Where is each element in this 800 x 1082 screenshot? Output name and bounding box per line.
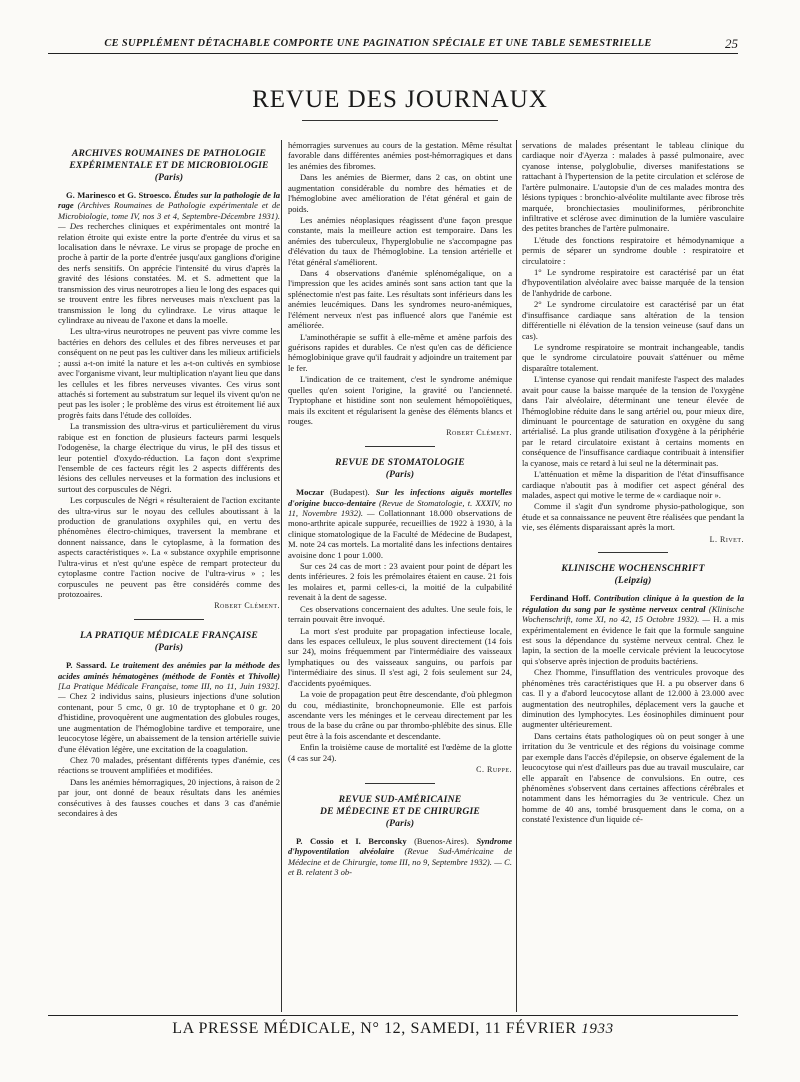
article-text: Chez 2 individus sains, plusieurs injections d'une solution contenant, pour 5 cmc, 0 gr. 10 de tryptophane et 0 gr. 20 d'histidine, provoquèrent une augmentation des globules rouges, une augmentation de l'hémoglobine tardive et temporaire, une leucocytose légère, un abaissement de la tension artérielle suivie d'une élévation légère, une excitation de la coagulation.	[58, 691, 280, 754]
paragraph: Les anémies néoplasiques réagissent d'une façon presque constante, mais la meilleure action est temporaire. Dans les anémies des tuberculeux, l'hyperglobulie ne s'accompagne pas d'élévation du taux de l'hémoglobine. La tension artérielle et l'état général s'améliorent.	[288, 214, 512, 267]
section-heading	[58, 630, 280, 654]
journal-footer	[48, 1015, 738, 1038]
paragraph: L'aminothérapie se suffit à elle-même et amène parfois des guérisons rapides et durables. Ce n'est qu'en cas de déficience hémoglobinique grave qu'il faudrait y adjoindre un traitement par le fer.	[288, 331, 512, 373]
section-rule	[598, 552, 668, 553]
section-rule	[134, 619, 204, 620]
running-head	[48, 38, 738, 54]
page-number: 25	[725, 36, 738, 51]
paragraph: La transmission des ultra-virus et particulièrement du virus rabique est en fonction de plusieurs facteurs parmi lesquels l'odogenèse, la charge électrique du virus, le pH des tissus et leur potentiel d'oxydo-réduction. La façon dont s'exprime l'ensemble de ces facteurs régit les 2 aspects différents des lésions des cellules nerveuses et la formation des inclusions et surtout des corpuscules de Négri.	[58, 421, 280, 494]
signature: L. Rivet.	[709, 534, 744, 544]
section-title: REVUE SUD-AMÉRICAINE	[338, 793, 462, 805]
article-text: recherches cliniques et expérimentales ont montré la relation étroite qui existe entre la porte d'entrée du virus et sa localisation dans le névraxe. Le virus se propage de proche en proche à partir de la porte d'entrée jusqu'aux ganglions d'origine des nerfs sensitifs. On apprécie l'intensité du virus d'après la gravité des lésions constatées. M. et S. admettent que la transmission des virus neurotropes a lieu le long des espaces qui se trouvent entre les fibres nerveuses mais n'excluent pas la transmission le long du cylindraxe. Le virus attaque le cylindraxe au niveau de l'axone et dans la moelle.	[58, 221, 280, 326]
footer-journal: LA PRESSE MÉDICALE, N° 12, SAMEDI, 11 FÉVRIER	[172, 1020, 577, 1037]
page-title: REVUE DES JOURNAUX	[252, 86, 548, 113]
article-title: Le traitement des anémies par la méthode des acides aminés hématogènes (méthode de Fontès et Thivolle)	[58, 660, 280, 681]
section-title: LA PRATIQUE MÉDICALE FRANÇAISE	[80, 630, 258, 642]
article-source: (Archives Roumaines de Pathologie expérimentale et de Microbiologie, tome IV, nos 3 et 4, Septembre-Décembre 1931). — Des	[58, 200, 281, 232]
paragraph: Dans certains états pathologiques où on peut songer à une irritation du 3e ventricule et des régions du voisinage comme par exemple dans l'accès d'épilepsie, on observe également de la leucocytose qui n'est d'ailleurs pas due au travail musculaire, car elle apparaît en l'absence de convulsions. En outre, ces phénomènes s'observent dans certaines affections cérébrales et notamment dans les hémorragies du 3e ventricule. Chez un homme de 40 ans, tombé brusquement dans le coma, on a constaté l'existence d'un liquide cé-	[522, 730, 744, 825]
column-left	[58, 140, 280, 819]
article-title: Contribution clinique à la question de la régulation du sang par le système nerveux central	[522, 593, 744, 614]
paragraph: L'atténuation et même la disparition de l'état d'insuffisance cardiaque n'aboutit pas à modifier cet aspect général des malades, aspect qui motive le terme de « cardiaque noir ».	[522, 469, 744, 500]
paragraph: hémorragies survenues au cours de la gestation. Même résultat favorable dans différentes anémies post-hémorragiques et dans les anémies des fibromes.	[288, 140, 512, 171]
title-rule	[302, 120, 498, 121]
section-title: KLINISCHE WOCHENSCHRIFT	[561, 563, 705, 575]
section-heading	[288, 794, 512, 830]
article-header	[522, 593, 744, 666]
paragraph: L'intense cyanose qui rendait manifeste l'aspect des malades avait pour cause la baisse marquée de la tension de l'oxygène dans l'air alvéolaire, déterminant une teneur élevée de l'hémoglobine réduite dans le sang artériel ou, pour mieux dire, diminuant le pourcentage de saturation en oxygène du sang artérialisé. La plus grande utilisation d'oxygène à la périphérie par le retard circulatoire existant à certains moments en conséquence de l'insuffisance cardiaque contribuait à intensifier la cyanose, mais ce retard à lui seul ne la déterminait pas.	[522, 374, 744, 468]
section-city: (Leipzig)	[614, 575, 652, 587]
article-place: (Budapest).	[330, 487, 370, 498]
paragraph: Chez 70 malades, présentant différents types d'anémie, ces réactions se trouvent amplifiées et modifiées.	[58, 754, 280, 776]
article-source: [La Pratique Médicale Française, tome III, no 11, Juin 1932]. —	[58, 680, 280, 702]
article-authors: Ferdinand Hoff.	[530, 593, 591, 604]
article-title: Syndrome d'hypoventilation alvéolaire	[288, 835, 512, 857]
column-separator	[516, 140, 517, 1012]
section-city: (Paris)	[385, 817, 415, 829]
column-right	[522, 140, 744, 826]
signature: C. Ruppe.	[476, 765, 512, 775]
section-rule	[365, 446, 435, 447]
paragraph: L'étude des fonctions respiratoire et hémodynamique a permis de séparer un syndrome double : respiratoire et circulatoire :	[522, 234, 744, 266]
section-rule	[365, 783, 435, 784]
paragraph: Chez l'homme, l'insufflation des ventricules provoque des phénomènes très caractéristiques que H. a pu observer dans 6 cas. Il y a d'abord leucocytose allant de 12.000 à 23.000 avec augmentation des neutrophiles, déplacement vers la gauche et diminution des lymphocytes. Les éosinophiles diminuent pour augmenter ultérieurement.	[522, 667, 744, 730]
article-header	[58, 660, 280, 754]
article-authors: P. Cossio et I. Berconsky	[296, 835, 407, 846]
column-separator	[281, 140, 282, 1012]
paragraph: Dans les anémies de Biermer, dans 2 cas, on obtint une augmentation considérable du nombre des hématies et de l'hémoglobine avec amélioration de l'état général et gain de poids.	[288, 172, 512, 214]
paragraph: Le syndrome respiratoire se montrait inchangeable, tandis que le syndrome circulatoire pouvait s'atténuer ou même disparaître totalement.	[522, 342, 744, 373]
article-authors: Moczar	[296, 487, 324, 498]
article-source: (Klinische Wochenschrift, tome XI, no 42, 15 Octobre 1932). —	[522, 603, 744, 625]
article-title: Études sur la pathologie de la rage	[58, 189, 280, 211]
article-authors: P. Sassard.	[66, 660, 107, 671]
paragraph: Enfin la troisième cause de mortalité est l'œdème de la glotte (4 cas sur 24).	[288, 742, 512, 763]
section-title: REVUE DE STOMATOLOGIE	[335, 457, 465, 469]
article-source: (Revue de Stomatologie, t. XXXIV, no 11, Novembre 1932). —	[288, 497, 512, 518]
paragraph: La mort s'est produite par propagation infectieuse locale, dans les espaces celluleux, le plus souvent directement (14 fois sur 24), moins fréquemment par l'intermédiaire des vaisseaux lymphatiques ou des vaisseaux sanguins, ou parfois par l'intermédiaire des sinus. Il s'est agi, 2 fois seulement sur 24, d'accidents pyoémiques.	[288, 625, 512, 688]
section-city: (Paris)	[385, 469, 415, 481]
paragraph: servations de malades présentant le tableau clinique du cardiaque noir d'Ayerza : malades à passé pulmonaire, avec cyanose intense, polyglobulie, diverses manifestations se rattachant à l'hypertension de la petite circulation et sclérose de l'artère pulmonaire. L'autopsie d'un de ces malades montra des lésions typiques : bronchio-alvéolite multilante avec fibrose très marquée, bronchiectasies mouliniformes, péribronchite infiltrative et sclérose avec diminution de la lumière vasculaire des petites branches de l'artère pulmonaire.	[522, 140, 744, 234]
paragraph: Dans les anémies hémorragiques, 20 injections, à raison de 2 par jour, ont donné de beaux résultats dans les anémies consécutives à des fausses couches et dans 3 cas d'anémie secondaires à des	[58, 776, 280, 819]
article-authors: G. Marinesco et G. Stroesco.	[66, 189, 172, 200]
supplement-notice: CE SUPPLÉMENT DÉTACHABLE COMPORTE UNE PAGINATION SPÉCIALE ET UNE TABLE SEMESTRIELLE	[104, 38, 652, 49]
signature: Robert Clément.	[214, 601, 280, 611]
article-header	[58, 190, 280, 325]
paragraph: L'indication de ce traitement, c'est le syndrome anémique quelles qu'en soient l'origine, la gravité ou l'ancienneté. Tryptophane et histidine sont non seulement hémopoïétiques, mais ils excitent et régularisent la genèse des éléments blancs et rouges.	[288, 374, 512, 426]
section-heading	[58, 148, 280, 184]
paragraph: La voie de propagation peut être descendante, d'où phlegmon du cou, médiastinite, bronchopneumonie. Elle est parfois ascendante vers les méninges et le cerveau directement par les trous de la base du crâne ou par thrombo-phlébite des sinus. Elle peut être à la fois ascendante et descendante.	[288, 689, 512, 741]
paragraph: Ces observations concernaient des adultes. Une seule fois, le terrain pouvait être invoqué.	[288, 603, 512, 625]
column-middle	[288, 140, 512, 878]
section-title: DE MÉDECINE ET DE CHIRURGIE	[319, 805, 480, 817]
article-text: H. a mis expérimentalement en évidence le fait que la formule sanguine est sous la dépendance du système nerveux central. Chez le lapin, la section de la moelle cervicale prévient la leucocytose qui s'observe après injection de produits bactériens.	[522, 614, 744, 666]
section-city: (Paris)	[154, 171, 184, 183]
paragraph: 1° Le syndrome respiratoire est caractérisé par un état d'hypoventilation alvéolaire avec baisse marquée de la tension de l'anhydride de carbone.	[522, 267, 744, 298]
article-source: (Revue Sud-Américaine de Médecine et de Chirurgie, tome III, no 9, Septembre 1932). — C. et B. relatent 3 ob-	[288, 846, 512, 878]
article-header	[288, 487, 512, 560]
paragraph: Les corpuscules de Négri « résulteraient de l'action excitante des ultra-virus sur le noyau des cellules aboutissant à la production de granulations oxyphiles qui, en vertu des phénomènes électro-chimiques, traversent la membrane et donnent naissance, dans le cytoplasme, à la formation des aspects caractéristiques ». La « substance oxyphile emprisonne l'ultra-virus et n'est qu'une espèce de rempart protecteur du cytoplasme contre l'action nocive de l'ultra-virus » ; les corpuscules ne peuvent pas être considérés comme des protozoaires.	[58, 495, 280, 599]
article-header	[288, 836, 512, 878]
section-heading	[288, 457, 512, 481]
article-place: (Buenos-Aires).	[414, 835, 469, 846]
paragraph: Sur ces 24 cas de mort : 23 avaient pour point de départ les dents inférieures. 2 fois les prémolaires étaient en cause. 21 fois les molaires et, parmi celles-ci, la moitié de la culpabilité revenait à la dent de sagesse.	[288, 561, 512, 603]
paragraph: Comme il s'agit d'un syndrome physio-pathologique, son étude et sa connaissance ne peuvent être réalisées que pendant la vie, ses éléments disparaissant après la mort.	[522, 501, 744, 533]
paragraph: 2° Le syndrome circulatoire est caractérisé par un état d'insuffisance cardiaque sans altération de la tension différentielle ni élévation de la tension veineuse (sauf dans un cas).	[522, 299, 744, 341]
section-title: EXPÉRIMENTALE ET DE MICROBIOLOGIE	[69, 159, 269, 171]
footer-year: 1933	[581, 1021, 614, 1037]
signature: Robert Clément.	[446, 428, 512, 438]
section-title: ARCHIVES ROUMAINES DE PATHOLOGIE	[71, 148, 267, 159]
paragraph: Dans 4 observations d'anémie splénomégalique, on a l'impression que les acides aminés sont sans action tant que la splénectomie n'est pas faite. Les résultats sont inférieurs dans les anémies leucémiques. Dans les syndromes neuro-anémiques, l'élément nerveux n'est pas influencé alors que l'anémie est améliorée.	[288, 268, 512, 331]
section-heading	[522, 563, 744, 587]
article-title: Sur les infections aiguës mortelles d'origine bucco-dentaire	[288, 487, 512, 508]
section-city: (Paris)	[154, 642, 184, 654]
paragraph: Les ultra-virus neurotropes ne peuvent pas vivre comme les bactéries en dehors des cellules et des fibres nerveuses et par conséquent on ne peut pas les cultiver dans les milieux artificiels ; aussi a-t-on imité la nature et les a-t-on cultivés en symbiose avec l'organisme vivant, leur multiplication n'ayant lieu que dans les cellules et les fibres nerveuses vivantes. Ces virus sont attachés si fortement au substratum sur lequel ils vivent qu'on ne peut pas les isoler ; le problème des virus est étroitement lié aux progrès faits dans l'étude des colloïdes.	[58, 326, 280, 420]
article-text: Collationnant 18.000 observations de mono-arthrite apicale suppurée, recueillies de 1922 à 1930, à la clinique stomatologique de la Faculté de Médecine de Budapest, M. note 24 cas mortels. La mortalité dans les infections dentaires avoisine donc 1 pour 1.000.	[288, 507, 513, 560]
